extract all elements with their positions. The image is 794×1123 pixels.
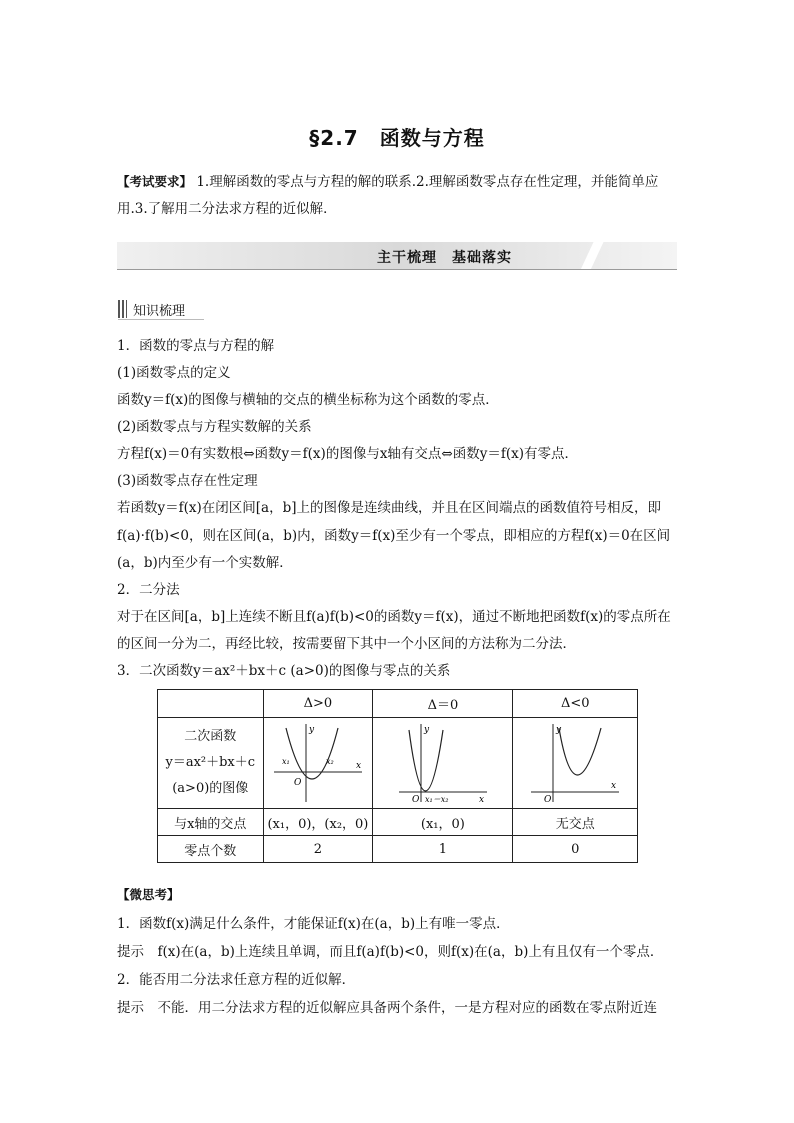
graph-cell-two-roots <box>263 718 373 809</box>
requirements-label: 【考试要求】 <box>117 174 193 189</box>
heading-1: 1．函数的零点与方程的解 <box>117 338 275 354</box>
requirements-line-2: 用.3.了解用二分法求方程的近似解． <box>117 201 337 217</box>
heading-3: 3．二次函数y＝ax²＋bx＋c (a>0)的图像与零点的关系 <box>117 663 451 679</box>
tag-bars-icon <box>118 300 127 318</box>
table-header-delta-negative: Δ<0 <box>513 690 638 718</box>
parabola-no-root-graph <box>525 718 625 804</box>
graph-label-origin: O <box>293 778 302 788</box>
quadratic-zero-table <box>157 689 638 863</box>
graph-label-x: x <box>355 761 361 771</box>
graph-label-x-2: x <box>478 795 484 804</box>
graph-label-x-3: x <box>611 781 617 791</box>
table-header-row <box>158 690 638 718</box>
requirements-text-1: 1.理解函数的零点与方程的解的联系.2.理解函数零点存在性定理，并能简单应 <box>196 174 659 190</box>
subheading-3: (3)函数零点存在性定理 <box>117 473 258 489</box>
table-cell: 与x轴的交点 <box>158 809 264 836</box>
graph-label-y: y <box>308 725 315 735</box>
parabola-two-roots-graph <box>268 718 368 804</box>
think-answer-2: 提示 不能．用二分法求方程的近似解应具备两个条件，一是方程对应的函数在零点附近连 <box>117 1000 657 1016</box>
heading-2: 2．二分法 <box>117 582 180 598</box>
table-cell: 无交点 <box>513 809 638 836</box>
table-row <box>158 836 638 863</box>
graph-label-x1x2: x₁＝x₂ <box>424 795 449 804</box>
table-row <box>158 809 638 836</box>
think-label: 【微思考】 <box>117 887 180 902</box>
table-header-empty <box>158 690 264 718</box>
paragraph-3-line-3: (a，b)内至少有一个实数解． <box>117 555 293 571</box>
section-banner <box>117 242 677 270</box>
row-label-line-3: (a>0)的图像 <box>172 781 249 796</box>
section-tag <box>118 299 204 320</box>
graph-label-y-3: y <box>556 725 562 735</box>
table-cell: 0 <box>513 836 638 863</box>
table-header-delta-positive: Δ>0 <box>263 690 373 718</box>
requirements-line-1 <box>117 172 658 192</box>
table-row <box>158 718 638 809</box>
table-row-label-graph <box>158 718 264 809</box>
page-title: §2.7 函数与方程 <box>309 126 485 150</box>
paragraph-4-line-2: 的区间一分为二，再经比较，按需要留下其中一个小区间的方法称为二分法． <box>117 636 576 652</box>
paragraph-3-line-1: 若函数y＝f(x)在闭区间[a，b]上的图像是连续曲线，并且在区间端点的函数值符号相反，即 <box>117 500 661 516</box>
graph-cell-one-root <box>373 718 513 809</box>
think-question-1: 1．函数f(x)满足什么条件，才能保证f(x)在(a，b)上有唯一零点． <box>117 916 510 932</box>
subheading-1: (1)函数零点的定义 <box>117 365 231 381</box>
graph-label-x1: x₁ <box>281 757 290 766</box>
row-label-line-1: 二次函数 <box>184 729 237 744</box>
graph-label-origin-3: O <box>544 795 552 804</box>
table-cell: (x₁，0)，(x₂，0) <box>263 809 373 836</box>
subheading-2: (2)函数零点与方程实数解的关系 <box>117 419 312 435</box>
graph-cell-no-root <box>513 718 638 809</box>
row-label-line-2: y＝ax²＋bx＋c <box>165 755 256 770</box>
paragraph-1: 函数y＝f(x)的图像与横轴的交点的横坐标称为这个函数的零点． <box>117 392 499 408</box>
paragraph-4-line-1: 对于在区间[a，b]上连续不断且f(a)f(b)<0的函数y＝f(x)，通过不断地把函数f(x)的零点所在 <box>117 609 671 625</box>
parabola-one-root-graph <box>393 718 493 804</box>
table-cell: 1 <box>373 836 513 863</box>
think-answer-1: 提示 f(x)在(a，b)上连续且单调，而且f(a)f(b)<0，则f(x)在(a，b)上有且仅有一个零点． <box>117 944 664 960</box>
table-cell: 零点个数 <box>158 836 264 863</box>
graph-label-origin-2: O <box>411 795 420 804</box>
section-tag-label: 知识梳理 <box>133 304 186 319</box>
graph-label-y-2: y <box>423 725 429 735</box>
paragraph-3-line-2: f(a)·f(b)<0，则在区间(a，b)内，函数y＝f(x)至少有一个零点，即相应的方程f(x)＝0在区间 <box>117 528 671 544</box>
graph-label-x2: x₂ <box>325 757 334 766</box>
table-cell: (x₁，0) <box>373 809 513 836</box>
table-cell: 2 <box>263 836 373 863</box>
paragraph-2: 方程f(x)＝0有实数根⇔函数y＝f(x)的图像与x轴有交点⇔函数y＝f(x)有零点． <box>117 446 579 462</box>
banner-text: 主干梳理 基础落实 <box>377 250 512 266</box>
think-question-2: 2．能否用二分法求任意方程的近似解． <box>117 972 356 988</box>
table-header-delta-zero: Δ＝0 <box>373 690 513 718</box>
